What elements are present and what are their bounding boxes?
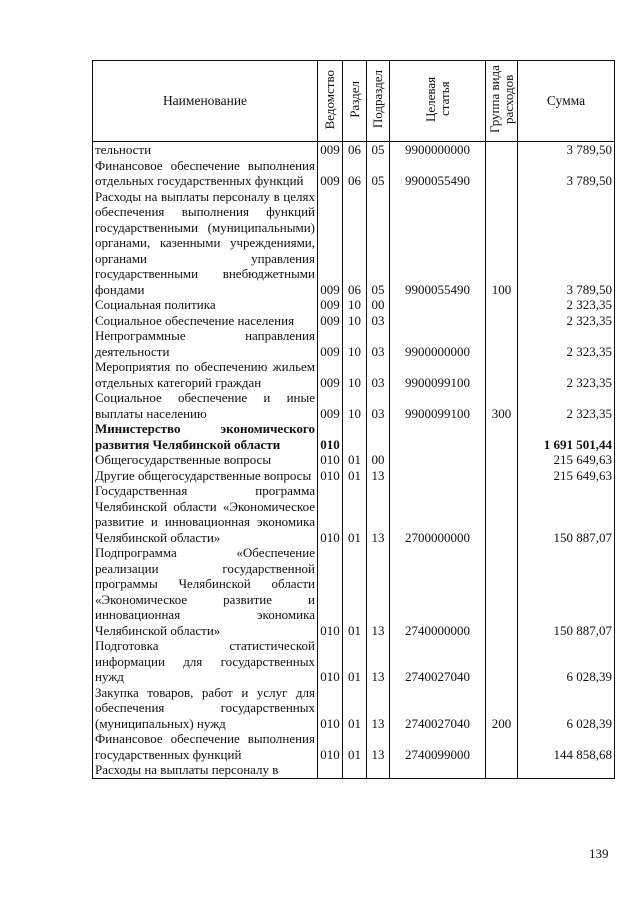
table-row — [93, 142, 615, 158]
cell-grp: 200 — [486, 685, 518, 732]
cell-grp — [486, 452, 518, 468]
table-row — [93, 638, 615, 685]
cell-pod — [367, 421, 390, 452]
cell-cel: 2740000000 — [390, 545, 486, 638]
cell-pod: 05 — [367, 158, 390, 189]
cell-name: Непрограммные направления деятельности — [93, 328, 318, 359]
cell-cel: 9900055490 — [390, 189, 486, 298]
cell-sum: 3 789,50 — [518, 189, 615, 298]
header-name: Наименование — [93, 61, 318, 142]
cell-name: Другие общегосударственные вопросы — [93, 468, 318, 484]
cell-grp — [486, 359, 518, 390]
table-row — [93, 545, 615, 638]
cell-sum: 2 323,35 — [518, 390, 615, 421]
cell-pod: 13 — [367, 545, 390, 638]
table-row — [93, 452, 615, 468]
cell-cel — [390, 297, 486, 313]
cell-ved: 010 — [318, 483, 343, 545]
cell-name: Министерство экономического развития Челябинской области — [93, 421, 318, 452]
cell-pod: 03 — [367, 390, 390, 421]
cell-pod: 05 — [367, 189, 390, 298]
table-row — [93, 731, 615, 762]
cell-grp — [486, 297, 518, 313]
cell-grp — [486, 483, 518, 545]
cell-cel: 9900099100 — [390, 390, 486, 421]
cell-raz: 01 — [343, 452, 367, 468]
cell-name: Закупка товаров, работ и услуг для обеспечения государственных (муниципальных) нужд — [93, 685, 318, 732]
cell-cel: 9900099100 — [390, 359, 486, 390]
cell-raz: 10 — [343, 359, 367, 390]
cell-cel: 2740099000 — [390, 731, 486, 762]
header-celevaya-label: Целевая статья — [422, 76, 452, 122]
cell-pod: 00 — [367, 452, 390, 468]
cell-sum: 3 789,50 — [518, 158, 615, 189]
cell-raz: 10 — [343, 313, 367, 329]
cell-ved: 010 — [318, 421, 343, 452]
cell-pod: 03 — [367, 359, 390, 390]
cell-grp — [486, 545, 518, 638]
cell-pod — [367, 762, 390, 778]
header-summa: Сумма — [518, 61, 615, 142]
cell-sum: 2 323,35 — [518, 328, 615, 359]
header-podrazdel-label: Подраздел — [370, 70, 385, 129]
cell-name: Финансовое обеспечение выполнения государственных функций — [93, 731, 318, 762]
cell-raz: 10 — [343, 297, 367, 313]
cell-cel: 2700000000 — [390, 483, 486, 545]
cell-ved: 010 — [318, 452, 343, 468]
cell-name: Расходы на выплаты персоналу в — [93, 762, 318, 778]
cell-grp — [486, 762, 518, 778]
cell-ved: 010 — [318, 545, 343, 638]
cell-ved: 009 — [318, 313, 343, 329]
cell-name: Подготовка статистической информации для государственных нужд — [93, 638, 318, 685]
table-row — [93, 313, 615, 329]
cell-cel: 2740027040 — [390, 685, 486, 732]
cell-cel: 9900055490 — [390, 158, 486, 189]
cell-grp — [486, 158, 518, 189]
cell-name: Государственная программа Челябинской области «Экономическое развитие и инновационная экономика Челябинской области» — [93, 483, 318, 545]
cell-grp — [486, 328, 518, 359]
table-row — [93, 390, 615, 421]
cell-name: Социальная политика — [93, 297, 318, 313]
header-razdel-label: Раздел — [346, 80, 362, 118]
cell-grp: 100 — [486, 189, 518, 298]
table-row — [93, 328, 615, 359]
cell-grp — [486, 142, 518, 158]
budget-table — [92, 60, 615, 779]
cell-pod: 03 — [367, 328, 390, 359]
table-row — [93, 297, 615, 313]
cell-sum: 3 789,50 — [518, 142, 615, 158]
cell-raz: 10 — [343, 328, 367, 359]
cell-raz: 06 — [343, 189, 367, 298]
cell-sum: 150 887,07 — [518, 483, 615, 545]
cell-ved: 009 — [318, 359, 343, 390]
cell-sum: 2 323,35 — [518, 313, 615, 329]
cell-name: Социальное обеспечение и иные выплаты населению — [93, 390, 318, 421]
cell-pod: 13 — [367, 483, 390, 545]
cell-raz — [343, 421, 367, 452]
cell-ved: 009 — [318, 328, 343, 359]
table-row — [93, 421, 615, 452]
cell-grp — [486, 468, 518, 484]
cell-pod: 13 — [367, 638, 390, 685]
cell-name: тельности — [93, 142, 318, 158]
cell-cel: 2740027040 — [390, 638, 486, 685]
cell-raz: 01 — [343, 638, 367, 685]
header-podrazdel — [367, 61, 390, 142]
cell-sum: 6 028,39 — [518, 638, 615, 685]
cell-ved: 009 — [318, 297, 343, 313]
cell-ved: 010 — [318, 638, 343, 685]
header-vedomstvo — [318, 61, 343, 142]
table-row — [93, 468, 615, 484]
cell-cel: 9900000000 — [390, 328, 486, 359]
cell-name: Социальное обеспечение населения — [93, 313, 318, 329]
cell-ved: 009 — [318, 390, 343, 421]
cell-raz: 01 — [343, 468, 367, 484]
cell-sum: 2 323,35 — [518, 297, 615, 313]
cell-sum: 1 691 501,44 — [518, 421, 615, 452]
cell-raz — [343, 762, 367, 778]
cell-sum: 150 887,07 — [518, 545, 615, 638]
cell-raz: 01 — [343, 731, 367, 762]
cell-ved: 010 — [318, 468, 343, 484]
cell-raz: 01 — [343, 483, 367, 545]
cell-raz: 06 — [343, 158, 367, 189]
table-row — [93, 685, 615, 732]
cell-cel — [390, 452, 486, 468]
cell-ved: 009 — [318, 158, 343, 189]
cell-ved — [318, 762, 343, 778]
cell-grp — [486, 421, 518, 452]
cell-cel — [390, 468, 486, 484]
cell-sum: 2 323,35 — [518, 359, 615, 390]
cell-ved: 009 — [318, 142, 343, 158]
cell-pod: 00 — [367, 297, 390, 313]
cell-grp — [486, 731, 518, 762]
header-razdel — [343, 61, 367, 142]
page-number: 139 — [589, 846, 609, 861]
header-gruppa — [486, 61, 518, 142]
table-body — [93, 142, 615, 779]
cell-sum: 215 649,63 — [518, 452, 615, 468]
cell-ved: 009 — [318, 189, 343, 298]
cell-sum: 144 858,68 — [518, 731, 615, 762]
cell-grp — [486, 638, 518, 685]
cell-grp — [486, 313, 518, 329]
cell-cel — [390, 762, 486, 778]
cell-raz: 06 — [343, 142, 367, 158]
cell-name: Финансовое обеспечение выполнения отдельных государственных функций — [93, 158, 318, 189]
header-celevaya — [390, 61, 486, 142]
cell-grp: 300 — [486, 390, 518, 421]
cell-ved: 010 — [318, 685, 343, 732]
cell-pod: 13 — [367, 468, 390, 484]
table-row — [93, 359, 615, 390]
cell-pod: 13 — [367, 685, 390, 732]
cell-cel — [390, 421, 486, 452]
cell-pod: 13 — [367, 731, 390, 762]
cell-raz: 01 — [343, 685, 367, 732]
table-row — [93, 189, 615, 298]
table-row — [93, 483, 615, 545]
header-vedomstvo-label: Ведомство — [322, 69, 337, 129]
cell-name: Расходы на выплаты персоналу в целях обеспечения выполнения функций государственными (муниципальными) органами, казенными учреждениями, органами управления государственными внебюджетными фондами — [93, 189, 318, 298]
cell-sum — [518, 762, 615, 778]
cell-cel: 9900000000 — [390, 142, 486, 158]
table-header-row — [93, 61, 615, 142]
cell-raz: 01 — [343, 545, 367, 638]
table-row — [93, 762, 615, 778]
cell-name: Общегосударственные вопросы — [93, 452, 318, 468]
cell-sum: 215 649,63 — [518, 468, 615, 484]
cell-name: Подпрограмма «Обеспечение реализации государственной программы Челябинской области «Экономическое развитие и инновационная экономика Челябинской области» — [93, 545, 318, 638]
cell-name: Мероприятия по обеспечению жильем отдельных категорий граждан — [93, 359, 318, 390]
cell-sum: 6 028,39 — [518, 685, 615, 732]
cell-ved: 010 — [318, 731, 343, 762]
cell-cel — [390, 313, 486, 329]
header-gruppa-label: Группа вида расходов — [486, 65, 516, 134]
cell-raz: 10 — [343, 390, 367, 421]
table-row — [93, 158, 615, 189]
cell-pod: 03 — [367, 313, 390, 329]
cell-pod: 05 — [367, 142, 390, 158]
